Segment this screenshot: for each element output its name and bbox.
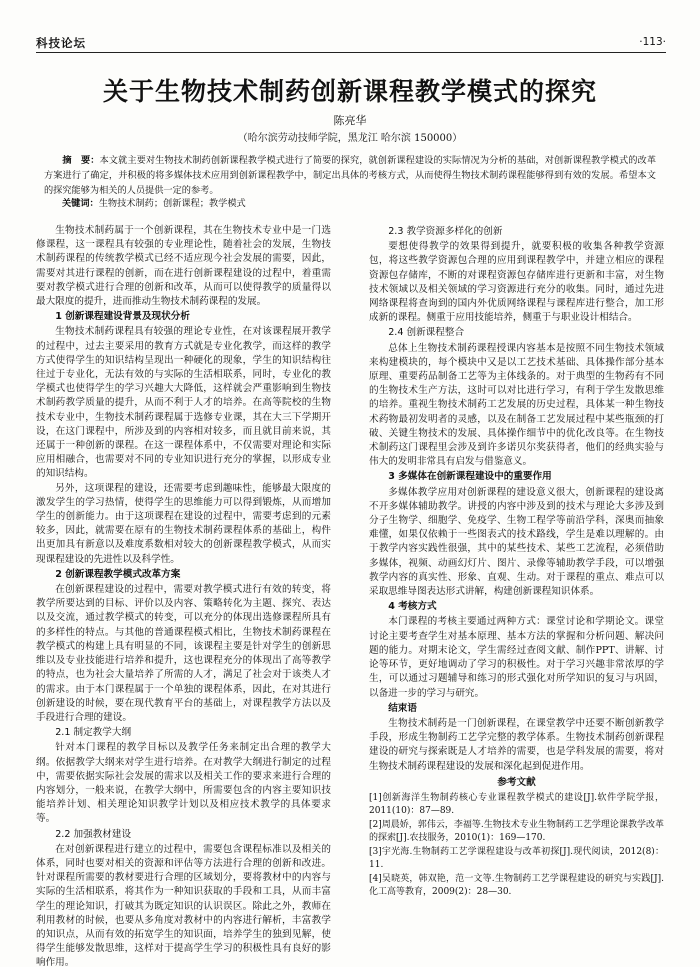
reference-item: [2]周晨娇，郭伟云，李福等.生物技术专业生物制药工艺学理论课教学改革的探索[J].农技服务，2010(1)：169—170. <box>369 819 664 844</box>
conclusion-heading: 结束语 <box>388 702 417 714</box>
section-heading-1: 1 创新课程建设背景及现状分析 <box>55 311 190 323</box>
subsection-heading-2-3: 2.3 教学资源多样化的创新 <box>388 226 503 237</box>
subsection-heading-2-1: 2.1 制定教学大纲 <box>55 727 132 739</box>
section-heading-2: 2 创新课程教学模式改革方案 <box>55 568 181 580</box>
page-number: ·113· <box>639 36 666 48</box>
section-1-paragraph-2: 另外，这项课程的建设，还需要考虑到趣味性，能够最大限度的激发学生的学习热情，使得学生的思维能力可以得到锻炼，从而增加学生的创新能力。由于这项课程在建设的过程中，需要考虑到的元素较多，因此，就需要在原有的生物技术制药课程体系的基础上，构件出更加具有新意以及难度系数相对较大的创新课程教学模式，从而实现课程建设的先进性以及科学性。 <box>36 482 331 565</box>
section-2-paragraph: 在创新课程建设的过程中，需要对教学模式进行有效的转变，将教学所要达到的目标、评价以及内容、策略转化为主题、探究、表达以及交流，通过教学模式的转变，可以充分的体现出选修课程所具有的多样性的特点。与其他的普通课程模式相比，生物技术制药课程在教学模式的构建上具有明显的不同，该课程主要是针对学生的创新思维以及专业技能进行培养和提升，这也课程充分的体现出了高等教学的特点，也为社会大量培养了所需的人才，满足了社会对于该类人才的需求。由于本门课程属于一个单独的课程体系，因此，在对其进行创新建设的时候，要在现代教育平台的基础上，对课程教学方法以及手段进行合理的建设。 <box>36 584 331 723</box>
author-name: 陈亮华 <box>333 114 367 127</box>
article-title: 关于生物技术制药创新课程教学模式的探究 <box>102 77 597 106</box>
reference-item: [1]创新海洋生物制药核心专业课程教学模式的建设[J].软件学院学报，2011(10)：87—89. <box>369 792 664 817</box>
abstract-text: 本文就主要对生物技术制药创新课程教学模式进行了简要的探究，就创新课程建设的实际情况为分析的基础，对创新课程教学模式的改革方案进行了确定，并积极的将多媒体技术应用到创新课程教学中，制定出具体的考核方式，从而使得生物技术制药课程能够得到有效的发展。希望本文的探究能够为相关的人员提供一定的参考。 <box>44 155 657 196</box>
abstract-label: 摘 要： <box>62 155 100 166</box>
section-4-paragraph: 本门课程的考核主要通过两种方式：课堂讨论和学期论文。课堂讨论主要考查学生对基本原理、基本方法的掌握和分析问题、解决问题的能力。对期末论文，学生需经过查阅文献、制作PPT、讲解、讨论等环节，更好地调动了学习的积极性。对于学习兴趣非常浓厚的学生，可以通过习题辅导和练习的形式强化对所学知识的复习与巩固，以备进一步的学习与研究。 <box>369 616 664 699</box>
section-heading-4: 4 考核方式 <box>388 601 437 613</box>
conclusion-paragraph: 生物技术制药是一门创新课程，在课堂教学中还要不断创新教学手段，形成生物制药工艺学完整的教学体系。生物技术制药创新课程建设的研究与探索既是人才培养的需要，也是学科发展的需要，将对生物技术制药课程建设的发展和深化起到促进作用。 <box>369 717 664 772</box>
keywords-label: 关键词： <box>62 198 99 209</box>
subsection-heading-2-2: 2.2 加强教材建设 <box>55 828 132 840</box>
intro-paragraph: 生物技术制药属于一个创新课程，其在生物技术专业中是一门选修课程，这一课程具有较强的专业理论性，随着社会的发展，生物技术制药课程的传统教学模式已经不适应现今社会发展的需要，因此，需要对其进行课程的创新，而在进行创新课程建设的过程中，着重需要对教学模式进行合理的创新和改革，从而可以使得教学的质量得以最大限度的提升，进而推动生物技术制药课程的发展。 <box>36 225 331 308</box>
body-column-right <box>369 224 664 949</box>
subsection-2-2-paragraph: 在对创新课程进行建立的过程中，需要包含课程标准以及相关的体系，同时也要对相关的资源和评估等方法进行合理的创新和改进。针对课程所需要的教材要进行合理的区域划分，要将教材中的内容与实际的生活相联系，将其作为一种知识获取的手段和工具，从而丰富学生的理论知识，打破其为既定知识的认识误区。除此之外，教师在利用教材的时候，也要从多角度对教材中的内容进行解析，丰富教学的知识点，从而有效的拓宽学生的知识面，培养学生的独到见解，使得学生能够发散思维，这样对于提高学生学习的积极性具有良好的影响作用。 <box>36 843 331 969</box>
running-header <box>36 28 666 53</box>
reference-item: [3]宇光海.生物制药工艺学课程建设与改革初探[J].现代阅读，2012(8)：11. <box>369 846 664 871</box>
subsection-2-3-paragraph: 要想使得教学的效果得到提升，就要积极的收集各种教学资源包，将这些教学资源包合理的应用到课程教学中，并建立相应的课程资源包存储库，不断的对课程资源包存储库进行更新和丰富，对生物技术领域以及相关领域的学习资源进行充分的收集。同时，通过先进网络课程将查询到的国内外优质网络课程与课程库进行整合，加工形成新的课程。侧重于应用技能培养，侧重于与职业设计相结合。 <box>369 241 664 324</box>
journal-name: 科技论坛 <box>36 36 86 50</box>
body-column-left <box>36 224 331 969</box>
keywords <box>62 197 656 211</box>
subsection-heading-2-4: 2.4 创新课程整合 <box>388 327 465 339</box>
keywords-text: 生物技术制药；创新课程；教学模式 <box>98 198 246 209</box>
section-heading-3: 3 多媒体在创新课程建设中的重要作用 <box>388 471 552 483</box>
section-3-paragraph: 多媒体教学应用对创新课程的建设意义很大，创新课程的建设离不开多媒体辅助教学。讲授的内容中涉及到的技术与理论大多涉及到分子生物学、细胞学、免疫学、生物工程学等前沿学科，深奥而抽象难懂，如果仅依赖于一些图表式的技术路线，学生是难以理解的。由于教学内容实践性很强，其中的某些技术、某些工艺流程，必须借助多媒体，视频、动画幻灯片、图片、录像等辅助教学手段，可以增强教学内容的真实性、形象、直观、生动。对于课程的重点、难点可以采取思维导图表达形式讲解，构建创新课程知识体系。 <box>369 486 664 598</box>
subsection-2-1-paragraph: 针对本门课程的教学目标以及教学任务来制定出合理的教学大纲。依据教学大纲来对学生进行培养。在对教学大纲进行制定的过程中，需要依据实际社会发展的需求以及相关工作的要求来进行合理的内容划分，一般来说，在教学大纲中，所需要包含的内容主要知识技能培养计划、相关理论知识教学计划以及相应技术教学的具体要求等。 <box>36 742 331 825</box>
reference-item: [4]吴晓英，韩双艳，范一文等.生物制药工艺学课程建设的研究与实践[J].化工高等教育，2009(2)：28—30. <box>369 873 664 898</box>
references-heading: 参考文献 <box>497 776 536 788</box>
subsection-2-4-paragraph: 总体上生物技术制药课程授课内容基本是按照不同生物技术领域来构建模块的，每个模块中又是以工艺技术基础、具体操作部分基本原理、重要药品制备工艺等为主体线条的。对于典型的生物药有不同的生物技术生产方法，这时可以对比进行学习，有利于学生发散思维的培养。重视生物技术制药工艺发展的历史过程，具体某一种生物技术药物最初发明者的灵感，以及在制备工艺发展过程中某些瓶颈的打破、关键生物技术的发展、具体操作细节中的优化改良等。在生物技术制药这门课程里会涉及到许多诺贝尔奖获得者，他们的经典实验与伟大的发明非常具有启发与借鉴意义。 <box>369 342 664 468</box>
author-affiliation: （哈尔滨劳动技师学院，黑龙江 哈尔滨 150000） <box>237 133 463 144</box>
section-1-paragraph-1: 生物技术制药课程具有较强的理论专业性，在对该课程展开教学的过程中，过去主要采用的教育方式就是专业化教学，而这样的教学方式使得学生的知识结构呈现出一种硬化的现象，学生的知识结构往往过于专业化，无法有效的与实际的生活相联系，同时，专业化的教学模式也使得学生的学习兴趣大大降低，这样就会严重影响到生物技术制药教学质量的提升，从而不利于人才的培养。在高等院校的生物技术专业中，生物技术制药课程属于选修专业课，其在大三下学期开设，在这门课程中，所涉及到的内容相对较多，而且就目前来说，其还属于一种创新的课程。在这一课程体系中，不仅需要对理论和实际应用相融合，也需要对不同的专业知识进行充分的掌握，以形成专业的知识结构。 <box>36 326 331 480</box>
abstract <box>44 153 656 198</box>
